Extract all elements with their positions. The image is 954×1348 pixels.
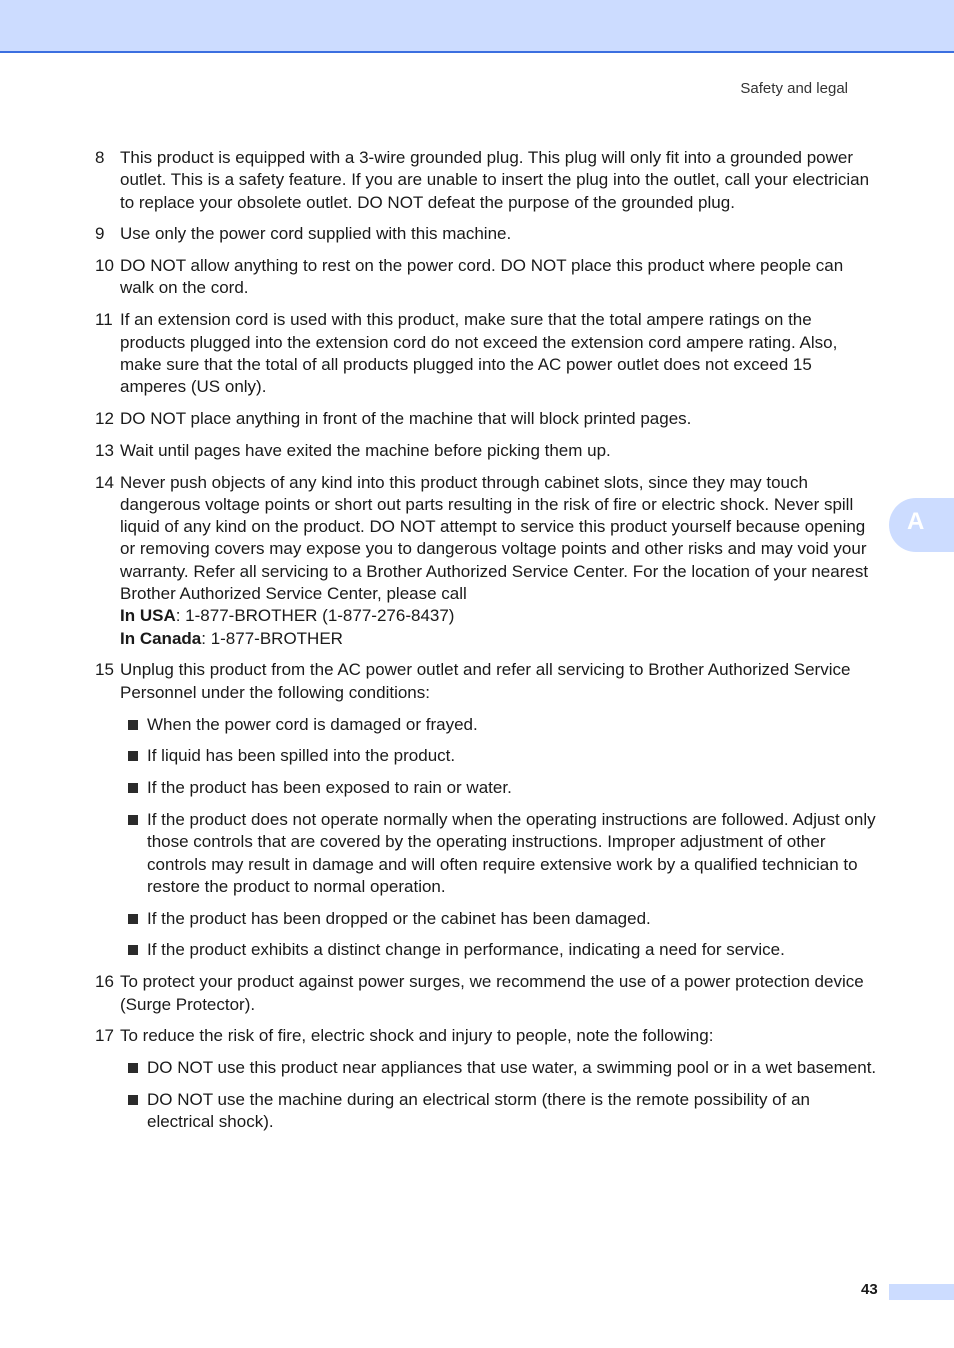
square-bullet-icon — [128, 783, 138, 793]
bullet-item — [95, 809, 880, 898]
item-text: If an extension cord is used with this product, make sure that the total ampere ratings on the products plugged into the extension cord do not exceed the extension cord ampere rating. Also, make sure that the total of all products plugged into the AC power outlet does not exceed 15 amperes (US only). — [120, 310, 838, 397]
bullet-text: If the product does not operate normally when the operating instructions are followed. Adjust only those controls that are covered by the operating instructions. Improper adjustment of other controls may result in damage and will often require extensive work by a qualified technician to restore the product to normal operation. — [147, 809, 876, 896]
footer-band — [889, 1284, 954, 1300]
item-text: Wait until pages have exited the machine before picking them up. — [120, 440, 611, 460]
item-number: 8 — [95, 148, 105, 167]
list-item-8 — [95, 147, 880, 214]
list-item-11 — [95, 309, 880, 398]
item-text: Unplug this product from the AC power outlet and refer all servicing to Brother Authorized Service Personnel under the following conditions: — [120, 660, 851, 702]
contact-usa — [120, 605, 880, 627]
item-text: Use only the power cord supplied with this machine. — [120, 224, 512, 244]
item-text: To reduce the risk of fire, electric shock and injury to people, note the following: — [120, 1026, 714, 1046]
item-text: DO NOT allow anything to rest on the power cord. DO NOT place this product where people can walk on the cord. — [120, 256, 844, 298]
bullet-text: DO NOT use the machine during an electrical storm (there is the remote possibility of an electrical shock). — [147, 1089, 810, 1132]
bullet-item — [95, 1089, 880, 1134]
square-bullet-icon — [128, 815, 138, 825]
item-number: 11 — [95, 310, 113, 330]
item-text: Never push objects of any kind into this product through cabinet slots, since they may touch dangerous voltage points or short out parts resulting in the risk of fire or electric shock. Never spill liquid of any kind on the product. DO NOT attempt to service this product yourself because opening or removing covers may expose you to dangerous voltage points and other risks and may void your warranty. Refer all servicing to a Brother Authorized Service Center. For the location of your nearest Brother Authorized Service Center, please call — [120, 472, 869, 604]
bullet-item — [95, 777, 880, 799]
bullet-item — [95, 1057, 880, 1079]
bullet-item — [95, 908, 880, 930]
list-item-12 — [95, 408, 880, 430]
item-number: 15 — [95, 660, 114, 680]
item-number: 16 — [95, 972, 114, 992]
list-item-13 — [95, 440, 880, 462]
contact-canada — [120, 628, 880, 650]
item-number: 13 — [95, 440, 114, 460]
section-title: Safety and legal — [740, 80, 848, 97]
contact-label: In Canada — [120, 628, 202, 648]
item-number: 10 — [95, 256, 114, 276]
square-bullet-icon — [128, 945, 138, 955]
safety-instructions-list — [95, 147, 880, 1143]
item-number: 9 — [95, 224, 105, 244]
list-item-9 — [95, 223, 880, 245]
square-bullet-icon — [128, 720, 138, 730]
bullet-item — [95, 939, 880, 961]
contact-value: : 1-877-BROTHER — [201, 628, 343, 648]
item-number: 12 — [95, 408, 114, 428]
item-text: This product is equipped with a 3-wire grounded plug. This plug will only fit into a grounded power outlet. This is a safety feature. If you are unable to insert the plug into the outlet, call your electrician to replace your obsolete outlet. DO NOT defeat the purpose of the grounded plug. — [120, 148, 870, 212]
page-number: 43 — [861, 1281, 878, 1298]
list-item-10 — [95, 255, 880, 300]
bullet-text: If the product has been dropped or the cabinet has been damaged. — [147, 908, 651, 928]
list-item-17 — [95, 1025, 880, 1047]
square-bullet-icon — [128, 1063, 138, 1073]
contact-label: In USA — [120, 606, 176, 626]
contact-value: : 1-877-BROTHER (1-877-276-8437) — [175, 606, 455, 626]
bullet-text: If liquid has been spilled into the product. — [147, 746, 456, 766]
square-bullet-icon — [128, 914, 138, 924]
square-bullet-icon — [128, 751, 138, 761]
bullet-text: If the product exhibits a distinct change in performance, indicating a need for service. — [147, 940, 785, 960]
bullet-text: DO NOT use this product near appliances that use water, a swimming pool or in a wet basement. — [147, 1058, 877, 1078]
bullet-item — [95, 714, 880, 736]
appendix-tab-letter: A — [907, 508, 925, 535]
item-number: 17 — [95, 1026, 114, 1046]
item-number: 14 — [95, 472, 114, 492]
appendix-tab — [889, 498, 954, 552]
bullet-text: If the product has been exposed to rain or water. — [147, 778, 512, 798]
item-text: DO NOT place anything in front of the machine that will block printed pages. — [120, 408, 692, 428]
bullet-item — [95, 745, 880, 767]
header-band — [0, 0, 954, 53]
list-item-16 — [95, 971, 880, 1016]
square-bullet-icon — [128, 1095, 138, 1105]
bullet-text: When the power cord is damaged or frayed. — [147, 714, 478, 734]
list-item-14 — [95, 472, 880, 650]
item-text: To protect your product against power surges, we recommend the use of a power protection device (Surge Protector). — [120, 972, 864, 1014]
list-item-15 — [95, 659, 880, 704]
